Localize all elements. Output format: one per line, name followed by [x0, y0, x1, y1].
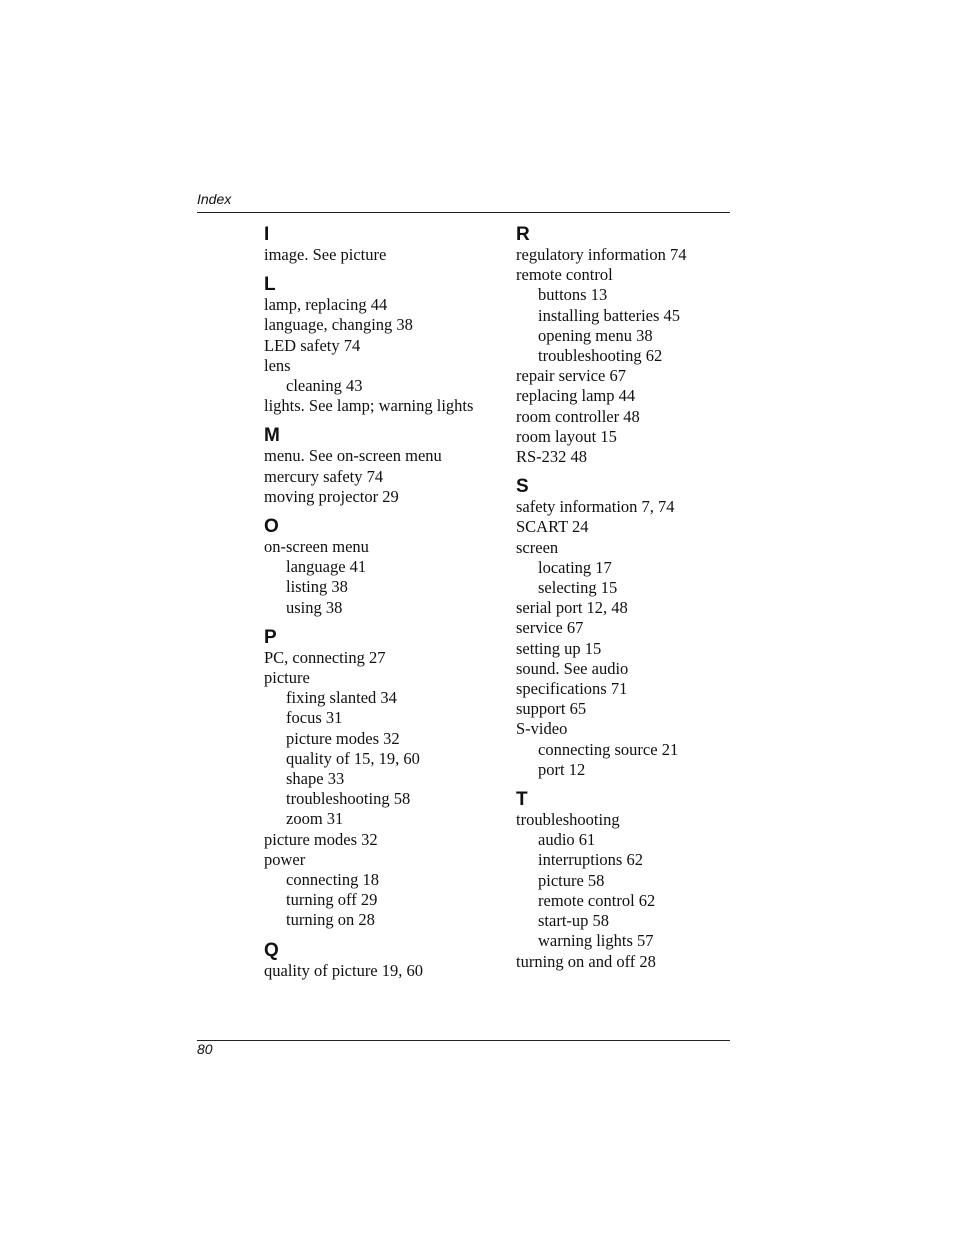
section-letter: Q	[264, 939, 279, 961]
index-subentry: troubleshooting 62	[538, 346, 663, 366]
index-entry: lamp, replacing 44	[264, 295, 388, 315]
index-entry: language, changing 38	[264, 315, 413, 335]
index-entry: RS-232 48	[516, 447, 588, 467]
section-letter: L	[264, 274, 276, 296]
index-entry: service 67	[516, 618, 584, 638]
index-entry: menu. See on-screen menu	[264, 446, 442, 466]
index-section	[516, 225, 756, 467]
index-subentry: quality of 15, 19, 60	[286, 748, 420, 768]
index-entry: room controller 48	[516, 406, 640, 426]
section-letter: M	[264, 425, 280, 447]
header-rule	[197, 212, 730, 213]
index-subentry: port 12	[538, 759, 586, 779]
index-subentry: zoom 31	[286, 809, 344, 829]
index-subentry: selecting 15	[538, 578, 618, 598]
index-section	[516, 477, 756, 780]
index-subentry: buttons 13	[538, 285, 608, 305]
index-subentry: picture modes 32	[286, 728, 400, 748]
index-entry: PC, connecting 27	[264, 647, 386, 667]
index-subentry: shape 33	[286, 769, 345, 789]
index-subentry: connecting 18	[286, 870, 380, 890]
index-subentry: language 41	[286, 557, 367, 577]
index-subentry: connecting source 21	[538, 739, 679, 759]
index-entry: turning on and off 28	[516, 951, 656, 971]
index-entry: sound. See audio	[516, 658, 629, 678]
index-subentry: audio 61	[538, 830, 596, 850]
index-entry: regulatory information 74	[516, 245, 687, 264]
index-section	[264, 517, 504, 618]
index-entry: moving projector 29	[264, 486, 399, 506]
index-section	[264, 275, 504, 416]
index-entry: mercury safety 74	[264, 466, 384, 486]
footer-rule	[197, 1040, 730, 1041]
index-entry: room layout 15	[516, 426, 617, 446]
index-subentry: using 38	[286, 597, 343, 617]
index-subentry: picture 58	[538, 870, 605, 890]
index-section	[264, 941, 504, 981]
index-section	[264, 225, 504, 265]
index-entry: picture	[264, 668, 310, 688]
section-letter: R	[516, 224, 530, 245]
index-entry: setting up 15	[516, 638, 602, 658]
index-entry: LED safety 74	[264, 335, 361, 355]
index-subentry: locating 17	[538, 557, 612, 577]
index-subentry: remote control 62	[538, 890, 656, 910]
index-subentry: opening menu 38	[538, 325, 653, 345]
index-entry: quality of picture 19, 60	[264, 960, 424, 980]
index-subentry: listing 38	[286, 577, 348, 597]
index-entry: screen	[516, 537, 559, 557]
running-header: Index	[197, 191, 232, 207]
index-subentry: turning on 28	[286, 910, 375, 930]
section-letter: O	[264, 516, 279, 538]
index-column-right	[516, 225, 756, 972]
index-subentry: start-up 58	[538, 911, 610, 931]
index-section	[264, 628, 504, 931]
index-subentry: fixing slanted 34	[286, 688, 397, 708]
index-section	[264, 426, 504, 507]
index-subentry: focus 31	[286, 708, 343, 728]
index-subentry: interruptions 62	[538, 850, 643, 870]
index-column-left	[264, 225, 504, 981]
section-letter: P	[264, 626, 277, 648]
index-entry: lens	[264, 355, 291, 375]
section-letter: I	[264, 224, 270, 245]
index-entry: on-screen menu	[264, 537, 369, 557]
index-entry: repair service 67	[516, 366, 626, 386]
index-entry: power	[264, 849, 306, 869]
index-entry: picture modes 32	[264, 829, 378, 849]
index-entry: SCART 24	[516, 517, 589, 537]
index-entry: serial port 12, 48	[516, 598, 628, 618]
index-entry: specifications 71	[516, 679, 628, 699]
index-section	[516, 790, 756, 972]
section-letter: S	[516, 476, 529, 498]
index-entry: lights. See lamp; warning lights	[264, 396, 474, 416]
page-number: 80	[197, 1041, 213, 1057]
index-entry: support 65	[516, 699, 587, 719]
index-subentry: troubleshooting 58	[286, 789, 411, 809]
index-subentry: cleaning 43	[286, 376, 363, 396]
index-entry: image. See picture	[264, 245, 387, 264]
section-letter: T	[516, 789, 528, 811]
index-entry: replacing lamp 44	[516, 386, 636, 406]
index-subentry: turning off 29	[286, 890, 378, 910]
index-entry: safety information 7, 74	[516, 497, 675, 517]
index-entry: S-video	[516, 719, 568, 739]
index-entry: troubleshooting	[516, 810, 620, 830]
index-subentry: installing batteries 45	[538, 305, 681, 325]
index-subentry: warning lights 57	[538, 931, 654, 951]
index-entry: remote control	[516, 265, 613, 285]
